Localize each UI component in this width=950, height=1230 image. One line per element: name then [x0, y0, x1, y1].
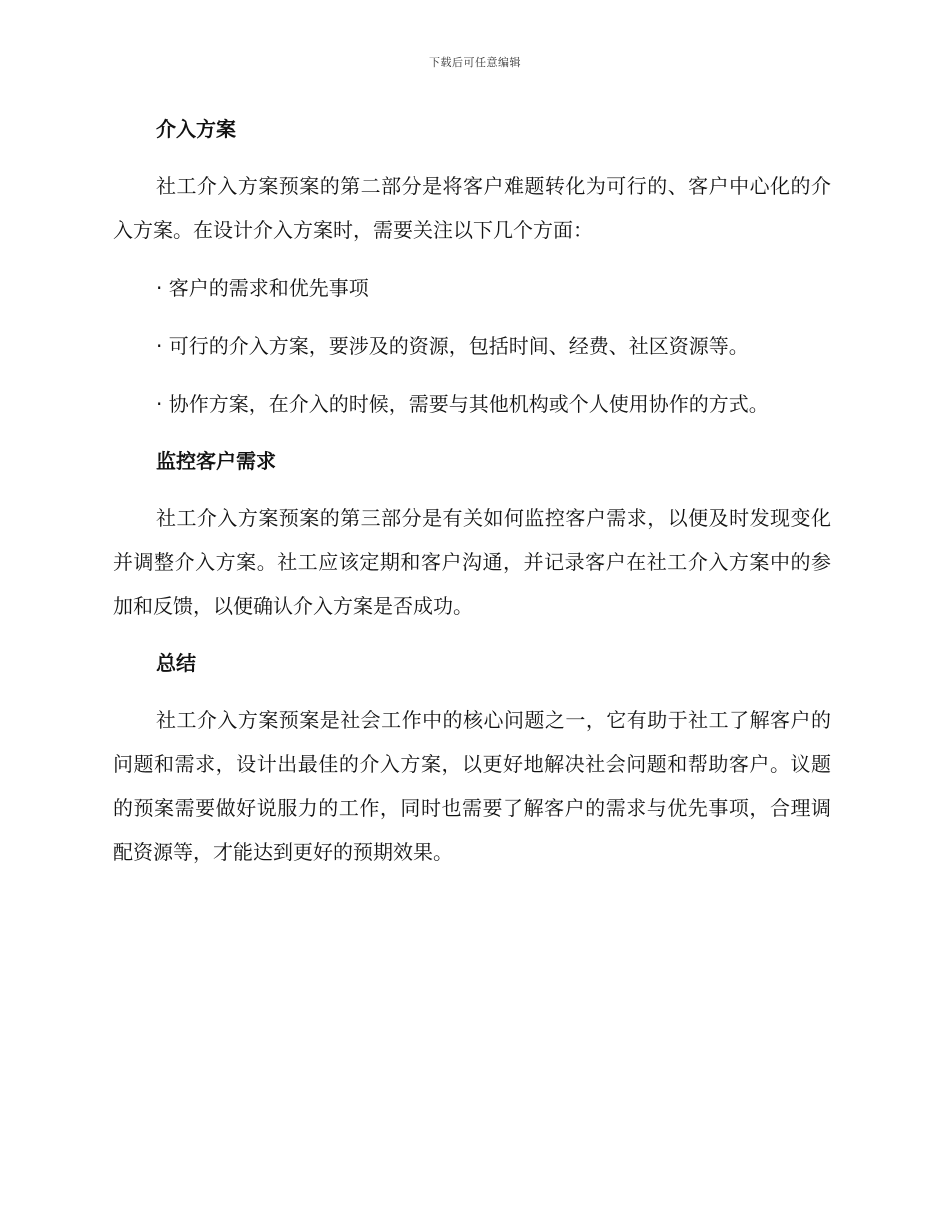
document-body: [113, 108, 831, 874]
bullet-item-needs: · 客户的需求和优先事项: [156, 276, 369, 300]
section-heading-intervention: 介入方案: [156, 117, 236, 141]
page-header: 下载后可任意编辑: [429, 56, 521, 69]
paragraph-intervention: 社工介入方案预案的第二部分是将客户难题转化为可行的、客户中心化的介入方案。在设计介入方案时，需要关注以下几个方面：: [113, 174, 831, 242]
paragraph-summary: 社工介入方案预案是社会工作中的核心问题之一，它有助于社工了解客户的问题和需求，设计出最佳的介入方案，以更好地解决社会问题和帮助客户。议题的预案需要做好说服力的工作，同时也需要了解客户的需求与优先事项，合理调配资源等，才能达到更好的预期效果。: [113, 708, 831, 864]
bullet-item-collaboration: · 协作方案，在介入的时候，需要与其他机构或个人使用协作的方式。: [156, 392, 769, 416]
paragraph-monitoring: 社工介入方案预案的第三部分是有关如何监控客户需求，以便及时发现变化并调整介入方案。社工应该定期和客户沟通，并记录客户在社工介入方案中的参加和反馈，以便确认介入方案是否成功。: [113, 506, 831, 618]
section-heading-monitoring: 监控客户需求: [156, 449, 276, 473]
section-heading-summary: 总结: [156, 651, 196, 675]
bullet-item-feasible-plan: · 可行的介入方案，要涉及的资源，包括时间、经费、社区资源等。: [156, 334, 749, 358]
